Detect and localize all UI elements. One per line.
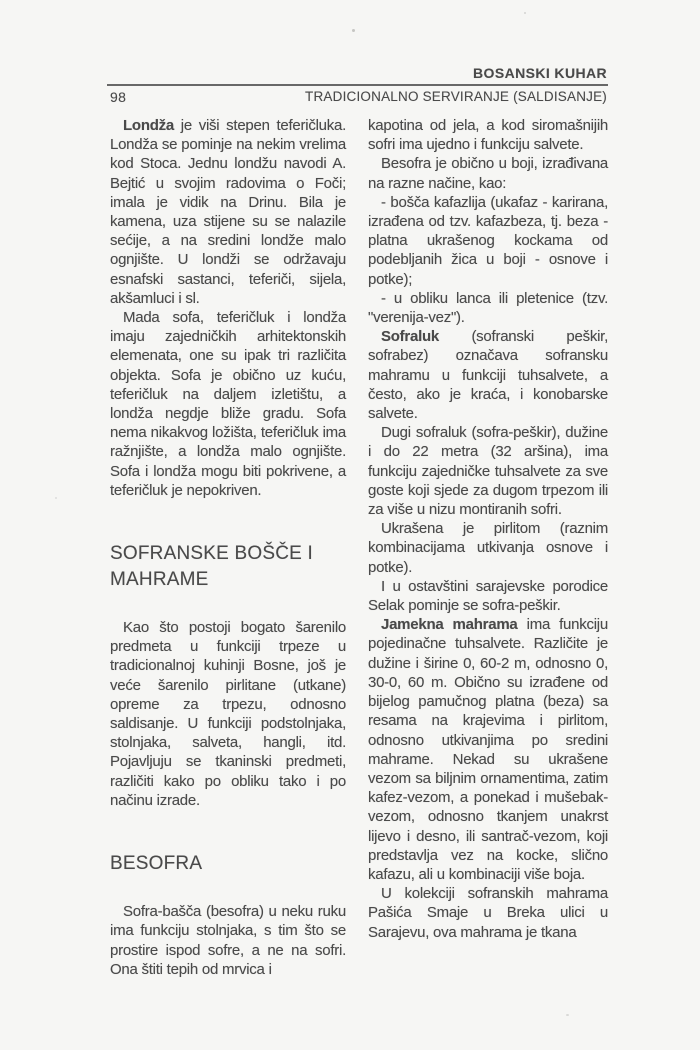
body-text: U kolekciji sofranskih mahrama Pašića Smaje u Breka ulici u Sarajevu, ova mahrama je tkana (368, 885, 608, 941)
paragraph (368, 615, 608, 884)
body-text: Ukrašena je pirlitom (raznim kombinacijama utkivanja osnove i potke). (368, 520, 608, 576)
paragraph (368, 519, 608, 577)
paragraph (368, 577, 608, 615)
paragraph (368, 154, 608, 192)
page-number: 98 (110, 89, 127, 105)
body-text: je viši stepen teferičluka. Londža se pominje na nekim vrelima kod Stoca. Jednu londžu navodi A. Bejtić u svojim radovima o Foči; imala je vidik na Drinu. Bila je kamena, uza stijene su se nalazile sećije, a na sredini londže malo ognjište. U londži se održavaju esnafski sastanci, teferiči, sijela, akšamluci i sl. (110, 117, 346, 307)
paragraph (368, 423, 608, 519)
paragraph (368, 289, 608, 327)
section-heading: BESOFRA (110, 853, 203, 875)
section-heading: SOFRANSKE BOŠČE I MAHRAME (110, 543, 313, 591)
left-column (110, 116, 346, 979)
scan-speck (566, 1014, 569, 1016)
body-text: Mada sofa, teferičluk i londža imaju zajedničkih arhitektonskih elemenata, one su ipak tri različita objekta. Sofa je obično uz kuću, teferičluk na daljem izletištu, a londža negdje bliže gradu. Sofa nema nikakvog ložišta, teferičluk ima ražnjište, a londža malo ognjište. Sofa i londža mogu biti pokrivene, a teferičluk je nepokriven. (110, 309, 346, 499)
scan-speck (352, 29, 355, 32)
body-text: I u ostavštini sarajevske porodice Selak pominje se sofra-peškir. (368, 577, 608, 615)
scan-speck (524, 12, 526, 14)
paragraph (368, 116, 608, 154)
paragraph (110, 902, 346, 979)
body-text: (sofranski peškir, sofrabez) označava sofransku mahramu u funkciji tuhsalvete, a često, ako je kraća, i konobarske salvete. (368, 328, 608, 423)
paragraph (368, 193, 608, 289)
bold-term: Sofraluk (381, 328, 440, 346)
paragraph (368, 884, 608, 942)
body-text: ima funkciju pojedinačne tuhsalvete. Različite je dužine i širine 0, 60-2 m, odnosno 0, 30-0, 60 m. Obično su izrađene od bijelog pamučnog platna (beza) sa resama na krajevima i pirlitom, odnosno utkivanjima po sredini mahrame. Nekad su ukrašene vezom sa biljnim ornamentima, zatim kafez-vezom, a ponekad i mušebak-vezom, odnosno tkanjem unakrst lijevo i desno, ili santrač-vezom, koji predstavlja vez na kocke, slično kafazu, ali u kombinaciji više boja. (368, 616, 608, 883)
body-text: Dugi sofraluk (sofra-peškir), dužine i do 22 metra (32 aršina), ima funkciju zajedničke tuhsalvete za sve goste koji sjede za dugom trpezom ili za više u nizu montiranih sofri. (368, 424, 608, 519)
body-text: Besofra je obično u boji, izrađivana na razne načine, kao: (368, 155, 608, 192)
body-text: Sofra-bašča (besofra) u neku ruku ima funkciju stolnjaka, s tim što se prostire ispod sofre, a ne na sofri. Ona štiti tepih od mrvica i (110, 903, 346, 978)
paragraph (110, 308, 346, 500)
right-column (368, 116, 608, 942)
paragraph (110, 116, 346, 308)
header-rule (107, 84, 608, 86)
paragraph (110, 618, 346, 810)
chapter-title: TRADICIONALNO SERVIRANJE (SALDISANJE) (305, 89, 607, 104)
body-text: - bošča kafazlija (ukafaz - karirana, izrađena od tzv. kafazbeza, tj. beza - platna ukrašenog kockama od podebljanih žica u boji - osnove i potke); (368, 193, 608, 288)
bold-term: Jamekna mahrama (381, 616, 518, 634)
body-text: kapotina od jela, a kod siromašnijih sofri ima ujedno i funkciju salvete. (368, 117, 608, 154)
scan-speck (55, 497, 57, 499)
paragraph (368, 327, 608, 423)
book-title: BOSANSKI KUHAR (473, 65, 607, 81)
body-text: Kao što postoji bogato šarenilo predmeta u funkciji trpeze u tradicionalnoj kuhinji Bosne, još je veće šarenilo pirlitane (utkane) opreme za trpezu, odnosno saldisanje. U funkciji podstolnjaka, stolnjaka, salveta, hangli, itd. Pojavljuju se tkaninski predmeti, različiti kako po obliku tako i po načinu izrade. (110, 619, 346, 809)
body-text: - u obliku lanca ili pletenice (tzv. "verenija-vez"). (368, 289, 608, 327)
bold-term: Londža (123, 117, 174, 134)
